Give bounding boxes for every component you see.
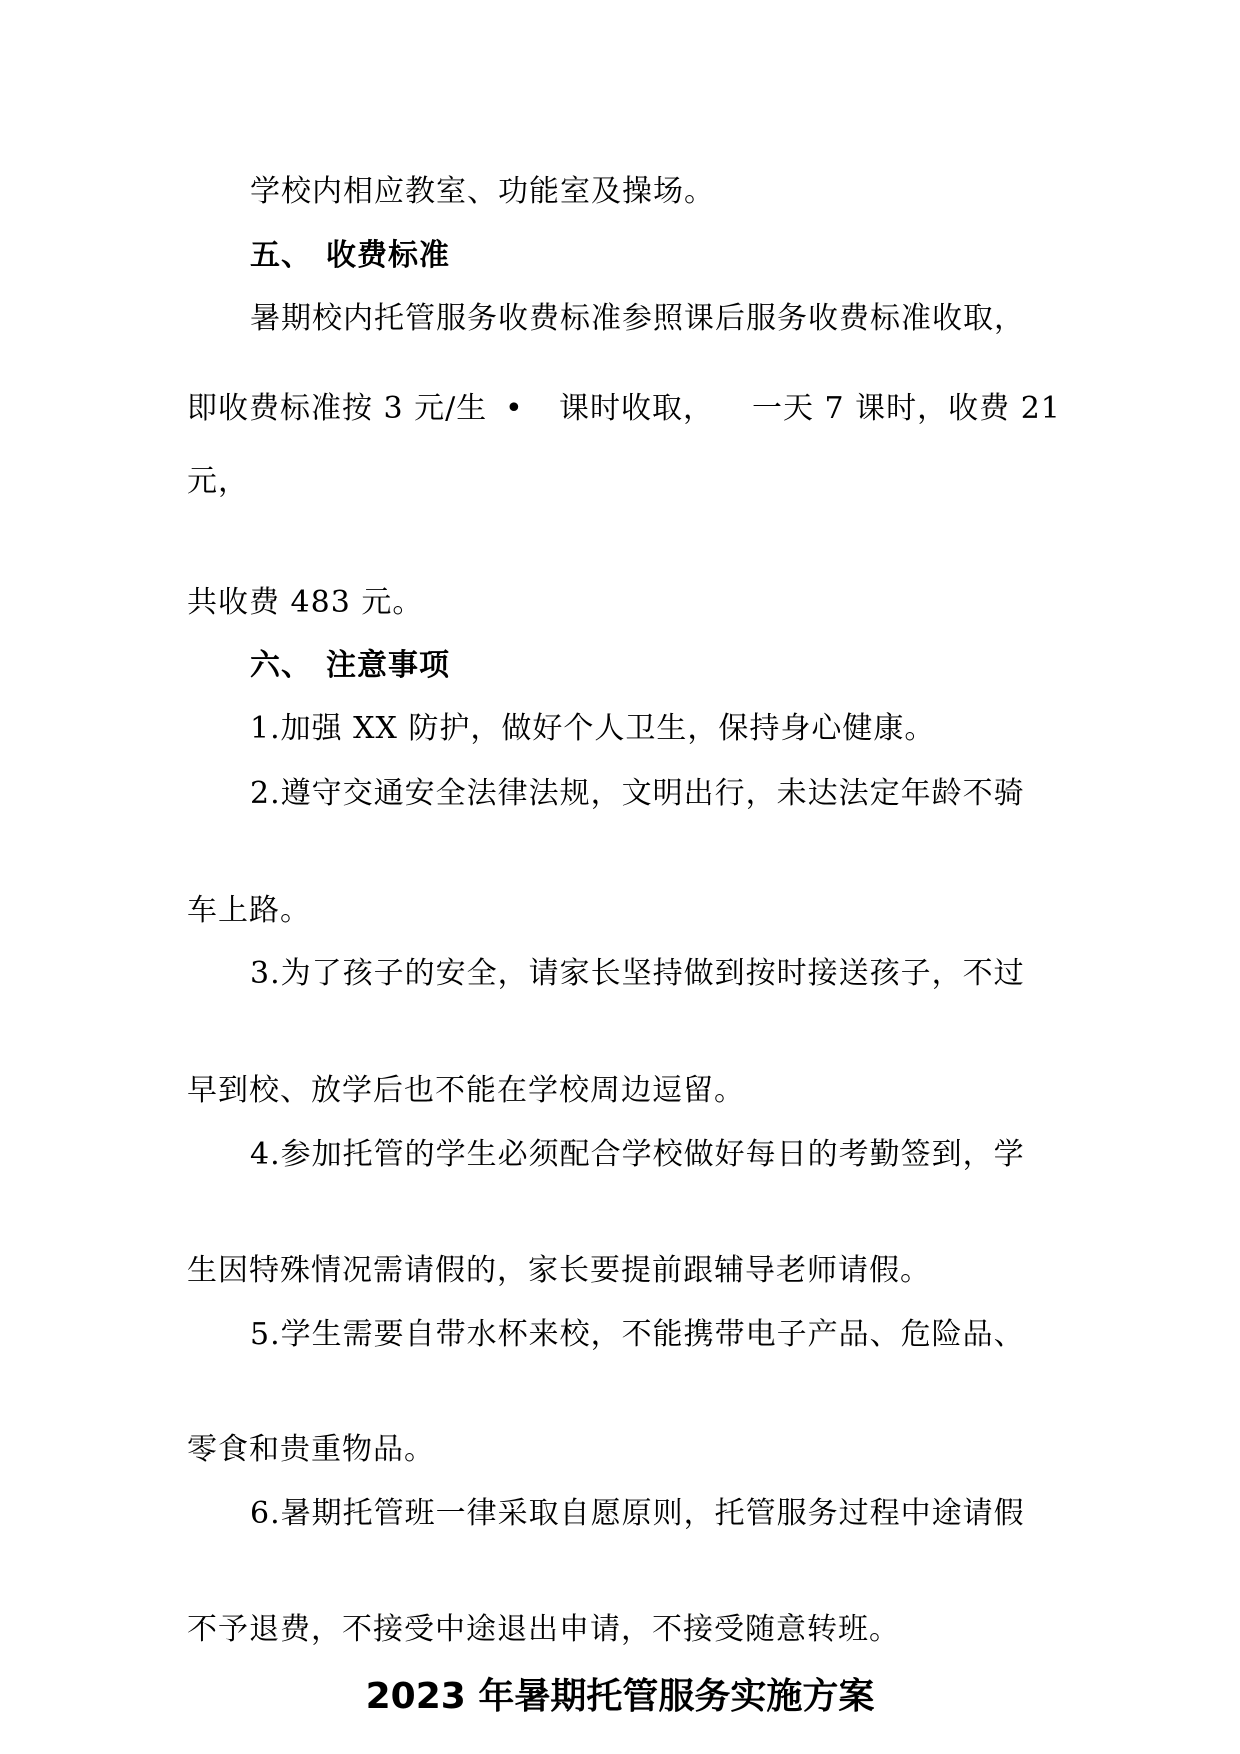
fee-rate-text: 即收费标准按 3 元/生 [187, 391, 488, 426]
fee-unit-text: 课时收取， [559, 391, 714, 426]
section-title: 收费标准 [326, 238, 450, 273]
section-number: 五、 [250, 238, 312, 273]
notice-item-2: 2.遵守交通安全法律法规，文明出行，未达法定年龄不骑 [250, 776, 1025, 811]
notice-item-3: 3.为了孩子的安全，请家长坚持做到按时接送孩子，不过 [250, 956, 1025, 991]
bullet-dot: • [505, 391, 524, 426]
section-heading-fees [250, 236, 450, 276]
fee-paragraph-line: 元， [187, 464, 249, 499]
section-number: 六、 [250, 648, 312, 683]
document-title: 2023 年暑期托管服务实施方案 [365, 1676, 875, 1717]
notice-item-6: 6.暑期托管班一律采取自愿原则，托管服务过程中途请假 [250, 1496, 1025, 1531]
section-title: 注意事项 [326, 648, 450, 683]
notice-item-5-continued: 零食和贵重物品。 [187, 1432, 435, 1467]
venue-text-line: 学校内相应教室、功能室及操场。 [250, 174, 715, 209]
notice-item-3-continued: 早到校、放学后也不能在学校周边逗留。 [187, 1073, 745, 1108]
notice-item-4-continued: 生因特殊情况需请假的，家长要提前跟辅导老师请假。 [187, 1253, 931, 1288]
notice-item-1: 1.加强 XX 防护，做好个人卫生，保持身心健康。 [250, 711, 936, 746]
fee-total-line: 共收费 483 元。 [187, 585, 424, 620]
notice-item-4: 4.参加托管的学生必须配合学校做好每日的考勤签到，学 [250, 1137, 1025, 1172]
fee-daily-text: 一天 7 课时，收费 21 [752, 391, 1061, 426]
notice-item-6-continued: 不予退费，不接受中途退出申请，不接受随意转班。 [187, 1612, 900, 1647]
notice-item-2-continued: 车上路。 [187, 893, 311, 928]
fee-paragraph-line: 暑期校内托管服务收费标准参照课后服务收费标准收取， [250, 301, 1025, 336]
notice-item-5: 5.学生需要自带水杯来校，不能携带电子产品、危险品、 [250, 1317, 1025, 1352]
section-heading-notes [250, 646, 450, 686]
